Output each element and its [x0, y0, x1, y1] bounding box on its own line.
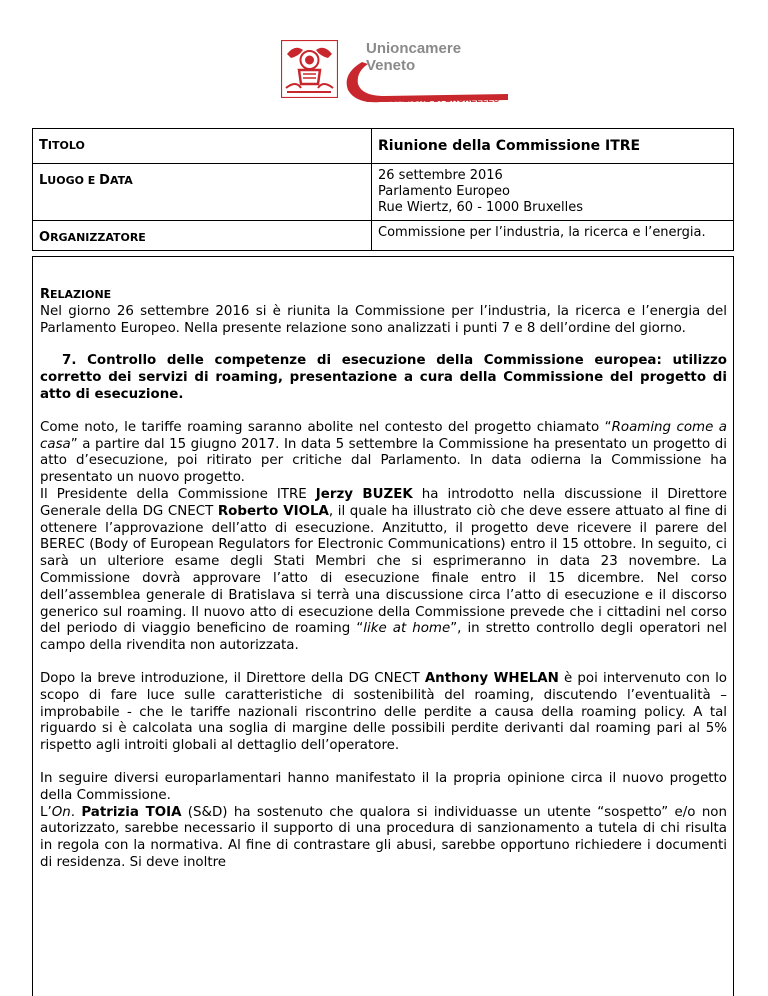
table-row — [33, 221, 734, 251]
delegation-label: DELEGAZIONE DI BRUXELLES — [366, 94, 500, 104]
paragraph-toia: L’On. Patrizia TOIA (S&D) ha sostenuto che qualora si individuasse un utente “sospetto” e/o non autorizzato, sarebbe necessario il supporto di una procedura di sanzionamento a tutela di chi risulta in regola con la normativa. Al fine di contrastare gli abusi, sarebbe opportuno richiedere i documenti di residenza. Si deve inoltre — [40, 804, 727, 870]
section-title: 7. Controllo delle competenze di esecuzione della Commissione europea: utilizzo corretto dei servizi di roaming, presentazione a cura della Commissione del progetto di atto di esecuzione. — [40, 353, 727, 402]
brand-line-2: Veneto — [366, 57, 416, 74]
value-organizzatore: Commissione per l’industria, la ricerca e l’energia. — [372, 221, 734, 251]
lion-of-st-mark-logo-icon — [281, 40, 338, 98]
paragraph-roaming-intro: Come noto, le tariffe roaming saranno abolite nel contesto del progetto chiamato “Roaming come a casa” a partire dal 15 giugno 2017. In data 5 settembre la Commissione ha presentato un progetto di atto d’esecuzione, poi ritirato per critiche dal Parlamento. In data odierna la Commissione ha presentato un nuovo progetto. — [40, 419, 727, 486]
intro-paragraph: Nel giorno 26 settembre 2016 si è riunita la Commissione per l’industria, la ricerca e l’energia del Parlamento Europeo. Nella presente relazione sono analizzati i punti 7 e 8 dell’ordine del giorno. — [40, 303, 727, 336]
date-line: 26 settembre 2016 — [378, 168, 503, 183]
value-titolo: Riunione della Commissione ITRE — [372, 129, 734, 164]
person-name: Anthony WHELAN — [424, 670, 559, 686]
paragraph-whelan: Dopo la breve introduzione, il Direttore della DG CNECT Anthony WHELAN è poi intervenuto con lo scopo di fare luce sulle caratteristiche di sostenibilità del roaming, discutendo l’eventualità – improbabile - che le tariffe nazionali riscontrino delle perdite a causa della roaming policy. A tal riguardo si è calcolata una soglia di margine delle possibili perdite derivanti dal roaming pari al 5% rispetto agli introiti globali al dettaglio dell’operatore. — [40, 670, 728, 754]
place-line: Parlamento Europeo — [378, 184, 510, 199]
table-row — [33, 164, 734, 221]
person-name: Patrizia TOIA — [81, 804, 182, 820]
label-titolo: TITOLO — [33, 129, 372, 164]
label-luogo-data: LUOGO E DATA — [33, 164, 372, 221]
person-name: Jerzy BUZEK — [315, 486, 413, 502]
report-heading: RELAZIONE — [40, 287, 112, 302]
table-row — [33, 129, 734, 164]
meeting-info-table — [32, 128, 734, 251]
report-section — [32, 256, 734, 996]
label-organizzatore: ORGANIZZATORE — [33, 221, 372, 251]
value-luogo-data — [372, 164, 734, 221]
brand-line-1: Unioncamere — [366, 40, 462, 57]
paragraph-meps: In seguire diversi europarlamentari hanno manifestato il la propria opinione circa il nuovo progetto della Commissione. — [40, 770, 727, 803]
paragraph-buzek-viola: Il Presidente della Commissione ITRE Jerzy BUZEK ha introdotto nella discussione il Direttore Generale della DG CNECT Roberto VIOLA, il quale ha illustrato ciò che deve essere attuato al fine di ottenere l’approvazione dell’atto di esecuzione. Anzitutto, il progetto deve ricevere il parere del BEREC (Body of European Regulators for Electronic Communications) entro il 15 ottobre. In seguito, ci sarà un ulteriore esame degli Stati Membri che si esprimeranno in data 23 novembre. La Commissione dovrà approvare l’atto di esecuzione finale entro il 15 dicembre. Nel corso dell’assemblea generale di Bratislava si terrà una discussione circa l’atto di esecuzione e il discorso generico sul roaming. Il nuovo atto di esecuzione della Commissione prevede che i cittadini nel corso del periodo di viaggio beneficino de roaming “like at home”, in stretto controllo degli operatori nel campo della rivendita non autorizzata. — [40, 486, 727, 654]
letterhead — [0, 0, 768, 120]
address-line: Rue Wiertz, 60 - 1000 Bruxelles — [378, 200, 584, 215]
person-name: Roberto VIOLA — [217, 503, 329, 519]
